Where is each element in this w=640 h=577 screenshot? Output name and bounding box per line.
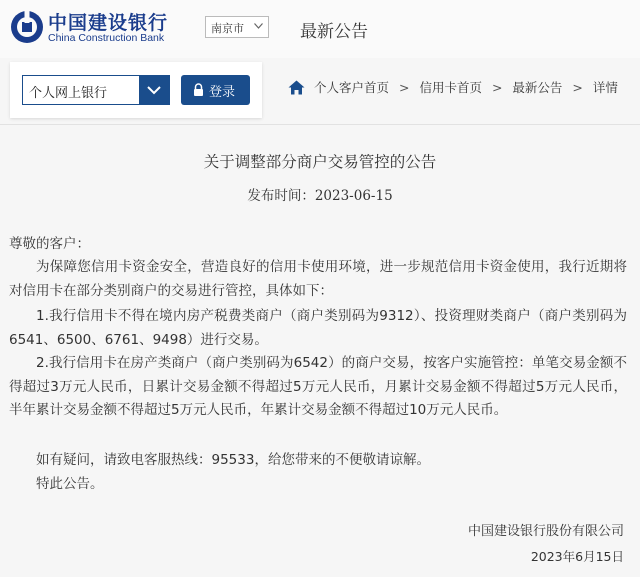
notice-paragraph-rule-1: 1.我行信用卡不得在境内房产税费类商户（商户类别码为9312）、投资理财类商户（商户类别码为6541、6500、6761、9498）进行交易。	[9, 308, 627, 348]
notice-title: 关于调整部分商户交易管控的公告	[203, 153, 437, 171]
notice-sign-date: 2023年6月15日	[530, 549, 624, 564]
breadcrumb-separator: >	[491, 79, 503, 95]
city-select[interactable]	[205, 16, 269, 38]
chevron-down-icon	[254, 23, 263, 29]
notice-publish-date: 发布时间：2023-06-15	[247, 188, 393, 204]
breadcrumb-item-personal-home[interactable]: 个人客户首页	[313, 80, 389, 95]
breadcrumb-separator: >	[398, 79, 410, 95]
city-select-value: 南京市	[211, 22, 244, 35]
notice-signature: 中国建设银行股份有限公司	[467, 524, 624, 539]
channel-select-value: 个人网上银行	[29, 86, 108, 101]
notice-paragraph-hotline: 如有疑问，请致电客服热线：95533，给您带来的不便敬请谅解。	[36, 452, 430, 468]
brand-name-cn: 中国建设银行	[48, 12, 169, 34]
login-button[interactable]	[181, 75, 250, 105]
ccb-logo-icon[interactable]	[10, 10, 44, 44]
channel-select-toggle[interactable]	[139, 76, 169, 104]
login-panel	[10, 62, 262, 118]
breadcrumb-item-credit-card-home[interactable]: 信用卡首页	[419, 80, 482, 95]
channel-select[interactable]	[22, 75, 170, 105]
notice-paragraph-intro: 为保障您信用卡资金安全，营造良好的信用卡使用环境，进一步规范信用卡资金使用，我行近期将对信用卡在部分类别商户的交易进行管控，具体如下：	[9, 259, 627, 299]
notice-paragraph-rule-2: 2.我行信用卡在房产类商户（商户类别码为6542）的商户交易，按客户实施管控：单笔交易金额不得超过3万元人民币，日累计交易金额不得超过5万元人民币，月累计交易金额不得超过5万元人民币，半年累计交易金额不得超过5万元人民币，年累计交易金额不得超过10万元人民币。	[9, 355, 627, 418]
page-heading: 最新公告	[300, 22, 368, 42]
notice-paragraph-closing: 特此公告。	[36, 476, 104, 492]
site-header	[0, 0, 640, 58]
brand-name-en: China Construction Bank	[48, 32, 165, 44]
home-icon[interactable]	[288, 80, 305, 95]
chevron-down-icon	[139, 76, 169, 104]
breadcrumb	[288, 78, 618, 98]
lock-icon	[193, 83, 204, 96]
login-button-label: 登录	[209, 85, 236, 100]
notice-greeting: 尊敬的客户：	[9, 236, 90, 252]
breadcrumb-separator: >	[572, 79, 583, 95]
breadcrumb-item-details: 详情	[592, 80, 618, 95]
header-divider	[0, 124, 640, 125]
breadcrumb-item-latest-notices[interactable]: 最新公告	[512, 80, 563, 95]
